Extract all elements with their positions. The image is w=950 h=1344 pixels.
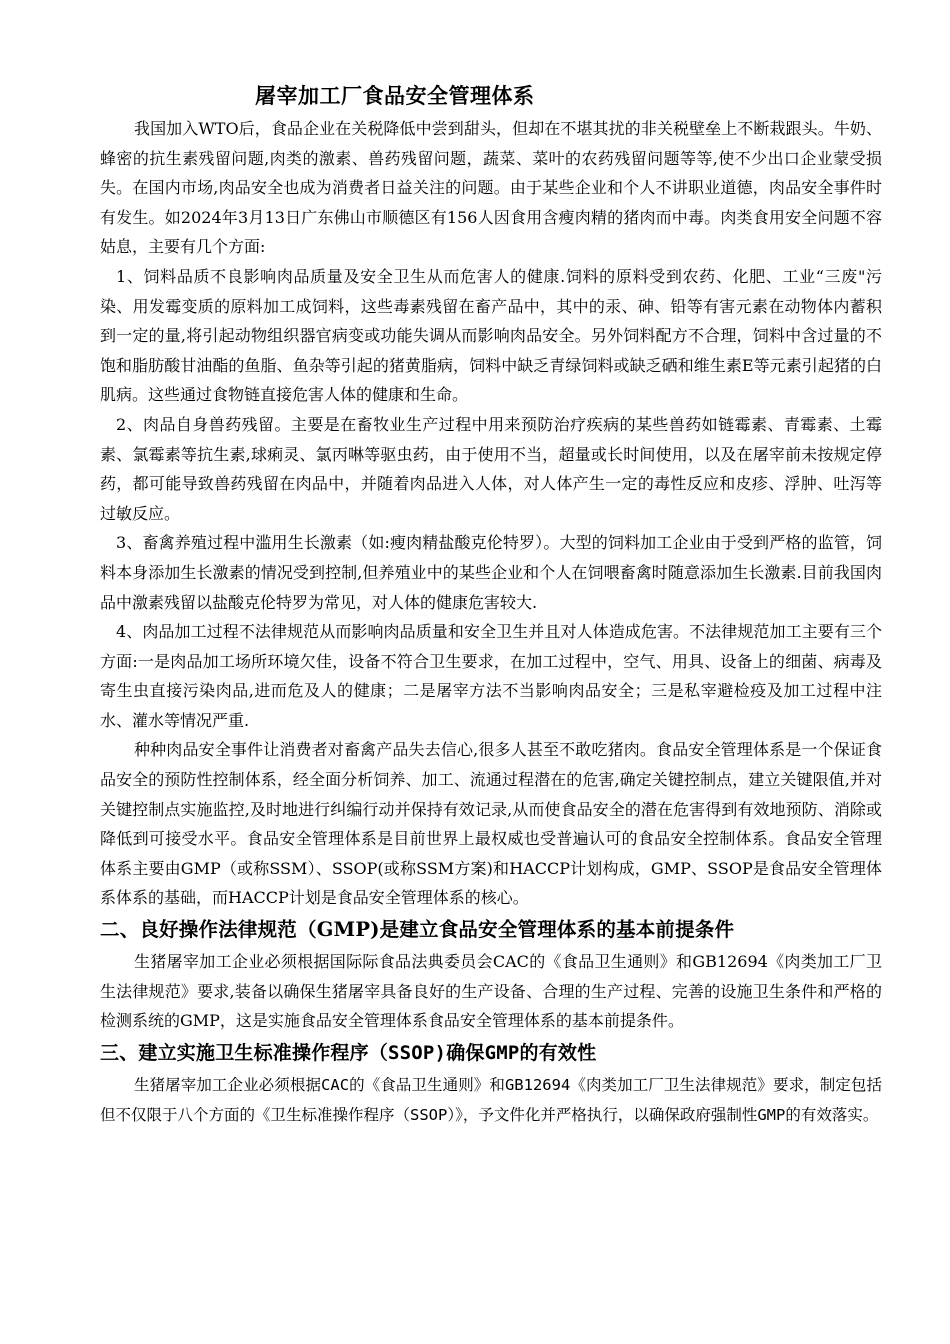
- issue-item-4: 4、肉品加工过程不法律规范从而影响肉品质量和安全卫生并且对人体造成危害。不法律规范加工主要有三个方面:一是肉品加工场所环境欠佳，设备不符合卫生要求，在加工过程中，空气、用具、设备上的细菌、病毒及寄生虫直接污染肉品,进而危及人的健康；二是屠宰方法不当影响肉品安全；三是私宰避检疫及加工过程中注水、灌水等情况严重.: [100, 622, 882, 730]
- document-page: [100, 78, 882, 1130]
- issue-item-1: 1、饲料品质不良影响肉品质量及安全卫生从而危害人的健康.饲料的原料受到农药、化肥、工业“三废"污染、用发霉变质的原料加工成饲料，这些毒素残留在畜产品中，其中的汞、砷、铅等有害元素在动物体内蓄积到一定的量,将引起动物组织器官病变或功能失调从而影响肉品安全。另外饲料配方不合理，饲料中含过量的不饱和脂肪酸甘油酯的鱼脂、鱼杂等引起的猪黄脂病，饲料中缺乏青绿饲料或缺乏硒和维生素E等元素引起猪的白肌病。这些通过食物链直接危害人体的健康和生命。: [100, 266, 882, 405]
- intro-paragraph: 我国加入WTO后，食品企业在关税降低中尝到甜头，但却在不堪其扰的非关税壁垒上不断栽跟头。牛奶、蜂密的抗生素残留问题,肉类的激素、兽药残留问题，蔬菜、菜叶的农药残留问题等等,使不少出口企业蒙受损失。在国内市场,肉品安全也成为消费者日益关注的问题。由于某些企业和个人不讲职业道德，肉品安全事件时有发生。如2024年3月13日广东佛山市顺德区有156人因食用含瘦肉精的猪肉而中毒。肉类食用安全问题不容姑息，主要有几个方面:: [100, 119, 882, 257]
- document-title: 屠宰加工厂食品安全管理体系: [255, 83, 535, 108]
- issue-item-2: 2、肉品自身兽药残留。主要是在畜牧业生产过程中用来预防治疗疾病的某些兽药如链霉素、青霉素、土霉素、氯霉素等抗生素,球痢灵、氯丙啉等驱虫药，由于使用不当，超量或长时间使用，以及在屠宰前未按规定停药，都可能导致兽药残留在肉品中，并随着肉品进入人体，对人体产生一定的毒性反应和皮疹、浮肿、吐泻等过敏反应。: [100, 414, 882, 523]
- issue-item-3: 3、畜禽养殖过程中滥用生长激素（如:瘦肉精盐酸克伦特罗）。大型的饲料加工企业由于受到严格的监管，饲料本身添加生长激素的情况受到控制,但养殖业中的某些企业和个人在饲喂畜禽时随意添加生长激素.目前我国肉品中激素残留以盐酸克伦特罗为常见，对人体的健康危害较大.: [100, 533, 882, 612]
- section-3-body: 生猪屠宰加工企业必须根据CAC的《食品卫生通则》和GB12694《肉类加工厂卫生法律规范》要求，制定包括但不仅限于八个方面的《卫生标准操作程序（SSOP）》，予文件化并严格执行，以确保政府强制性GMP的有效落实。: [100, 1075, 882, 1124]
- section-2-heading: 二、良好操作法律规范（GMP)是建立食品安全管理体系的基本前提条件: [100, 918, 735, 942]
- section-2-body: 生猪屠宰加工企业必须根据国际际食品法典委员会CAC的《食品卫生通则》和GB12694《肉类加工厂卫生法律规范》要求,装备以确保生猪屠宰具备良好的生产设备、合理的生产过程、完善的设施卫生条件和严格的检测系统的GMP，这是实施食品安全管理体系食品安全管理体系的基本前提条件。: [100, 952, 882, 1031]
- summary-paragraph: 种种肉品安全事件让消费者对畜禽产品失去信心,很多人甚至不敢吃猪肉。食品安全管理体系是一个保证食品安全的预防性控制体系，经全面分析饲养、加工、流通过程潜在的危害,确定关键控制点，建立关键限值,并对关键控制点实施监控,及时地进行纠编行动并保持有效记录,从而使食品安全的潜在危害得到有效地预防、消除或降低到可接受水平。食品安全管理体系是目前世界上最权威也受普遍认可的食品安全控制体系。食品安全管理体系主要由GMP（或称SSM）、SSOP(或称SSM方案)和HACCP计划构成，GMP、SSOP是食品安全管理体系体系的基础，而HACCP计划是食品安全管理体系的核心。: [100, 740, 882, 908]
- section-3-heading: 三、建立实施卫生标准操作程序（SSOP)确保GMP的有效性: [100, 1041, 597, 1064]
